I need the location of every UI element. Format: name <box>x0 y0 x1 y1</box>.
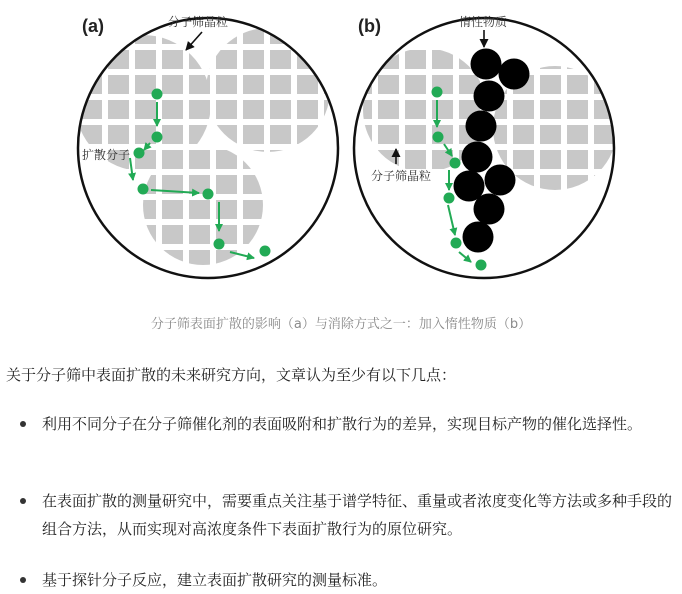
inert-particle <box>462 142 493 173</box>
panel-b <box>354 14 617 278</box>
list-item-text: 在表面扩散的测量研究中，需要重点关注基于谱学特征、重量或者浓度变化等方法或多种手段的组合方法，从而实现对高浓度条件下表面扩散行为的原位研究。 <box>42 492 673 538</box>
molecule-dot <box>138 184 149 195</box>
molecule-dot <box>433 132 444 143</box>
sieve-crystal <box>206 28 330 152</box>
panel-a <box>75 14 338 278</box>
label-diffusing-molecule: 扩散分子 <box>82 148 131 162</box>
bullet-dot <box>20 577 26 583</box>
list-item-text: 基于探针分子反应，建立表面扩散研究的测量标准。 <box>42 571 388 589</box>
molecule-dot <box>450 158 461 169</box>
inert-particle <box>485 165 516 196</box>
molecule-dot <box>152 132 163 143</box>
panel-a-letter: (a) <box>82 16 104 36</box>
label-inert: 惰性物质 <box>459 15 508 29</box>
molecule-dot <box>444 193 455 204</box>
inert-particle <box>499 59 530 90</box>
molecule-dot <box>152 89 163 100</box>
bullet-dot <box>20 421 26 427</box>
figure-caption: 分子筛表面扩散的影响（a）与消除方式之一：加入惰性物质（b） <box>150 317 532 332</box>
bullet-dot <box>20 498 26 504</box>
molecule-dot <box>451 238 462 249</box>
inert-particle <box>474 81 505 112</box>
sieve-crystal <box>143 145 263 265</box>
molecule-dot <box>432 87 443 98</box>
list-item-text: 利用不同分子在分子筛催化剂的表面吸附和扩散行为的差异，实现目标产物的催化选择性。 <box>42 415 643 433</box>
molecule-dot <box>476 260 487 271</box>
arrow-pointer <box>186 32 202 50</box>
label-sieve-crystal-a: 分子筛晶粒 <box>168 15 229 29</box>
inert-particle <box>474 194 505 225</box>
inert-particle <box>471 49 502 80</box>
molecule-dot <box>214 239 225 250</box>
intro-paragraph: 关于分子筛中表面扩散的未来研究方向，文章认为至少有以下几点： <box>6 366 457 384</box>
molecule-dot <box>134 148 145 159</box>
panel-b-letter: (b) <box>358 16 381 36</box>
molecule-dot <box>203 189 214 200</box>
molecule-dot <box>260 246 271 257</box>
label-sieve-crystal-b: 分子筛晶粒 <box>371 169 432 183</box>
inert-particle <box>466 111 497 142</box>
inert-particle <box>463 222 494 253</box>
